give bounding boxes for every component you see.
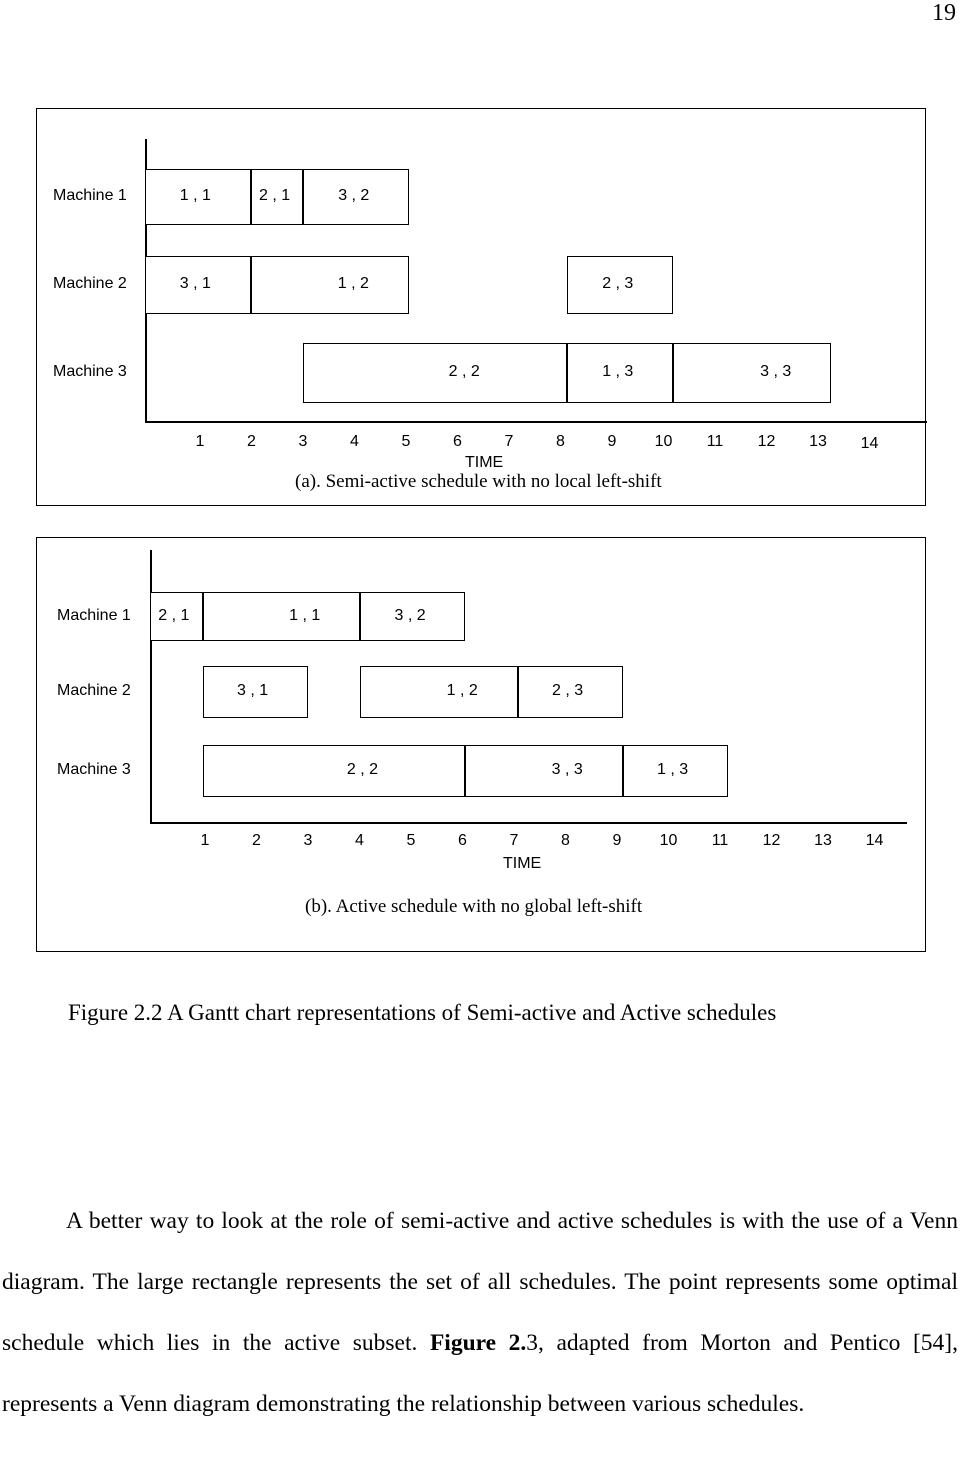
task-label: 2 , 3 xyxy=(602,275,634,292)
page-number: 19 xyxy=(932,0,956,26)
task-bar xyxy=(251,256,409,314)
x-tick-label: 3 xyxy=(298,433,308,450)
task-label: 2 , 2 xyxy=(448,363,480,380)
x-tick-label: 12 xyxy=(762,832,781,849)
x-tick-label: 12 xyxy=(757,433,776,450)
x-tick-label: 10 xyxy=(654,433,673,450)
task-bar xyxy=(203,745,466,797)
task-label: 3 , 1 xyxy=(179,275,211,292)
x-tick-label: 4 xyxy=(355,832,364,849)
x-tick-label: 1 xyxy=(200,832,210,849)
gantt-chart-a xyxy=(36,108,926,506)
body-text-post: 3, adapted from Morton and Pentico [54], represents a Venn diagram demonstrating the relationship between various schedules. xyxy=(2,1330,959,1417)
x-tick-label: 3 xyxy=(303,832,313,849)
x-tick-label: 5 xyxy=(401,433,411,450)
x-tick-label: 11 xyxy=(711,832,729,849)
x-tick-label: 1 xyxy=(195,433,205,450)
machine-label: Machine 3 xyxy=(53,363,127,380)
x-tick-label: 6 xyxy=(458,832,467,849)
x-tick-label: 4 xyxy=(350,433,359,450)
x-axis-label: TIME xyxy=(503,855,542,872)
x-tick-label: 14 xyxy=(865,832,884,849)
x-axis xyxy=(145,421,927,423)
x-tick-label: 2 xyxy=(252,832,261,849)
subfigure-caption: (a). Semi-active schedule with no local left-shift xyxy=(295,471,662,492)
task-bar xyxy=(465,745,623,797)
subfigure-caption: (b). Active schedule with no global left-shift xyxy=(305,896,643,917)
x-tick-label: 13 xyxy=(814,832,832,849)
task-label: 2 , 3 xyxy=(552,682,584,699)
x-tick-label: 14 xyxy=(860,435,879,452)
x-axis-label: TIME xyxy=(465,454,504,471)
task-bar xyxy=(360,666,518,718)
task-label: 3 , 3 xyxy=(760,363,792,380)
task-label: 2 , 1 xyxy=(158,606,190,624)
body-text xyxy=(2,1191,958,1435)
x-tick-label: 9 xyxy=(612,832,622,849)
task-label: 3 , 3 xyxy=(551,761,583,778)
x-tick-label: 7 xyxy=(504,433,514,450)
figure-caption: Figure 2.2 A Gantt chart representations of Semi-active and Active schedules xyxy=(68,1000,777,1025)
x-tick-label: 2 xyxy=(247,433,256,450)
task-bar xyxy=(303,343,567,403)
x-tick-label: 7 xyxy=(509,832,519,849)
x-tick-label: 10 xyxy=(659,832,678,849)
machine-label: Machine 2 xyxy=(57,682,131,699)
x-tick-label: 8 xyxy=(556,433,565,450)
machine-label: Machine 1 xyxy=(53,187,127,204)
x-tick-label: 5 xyxy=(406,832,416,849)
x-axis xyxy=(150,822,907,824)
task-bar xyxy=(673,343,831,403)
task-label: 1 , 1 xyxy=(179,187,211,204)
x-tick-label: 6 xyxy=(453,433,462,450)
machine-label: Machine 2 xyxy=(53,275,127,292)
task-label: 3 , 2 xyxy=(394,606,426,624)
machine-label: Machine 1 xyxy=(57,606,131,624)
gantt-chart-b xyxy=(36,537,926,952)
task-label: 1 , 1 xyxy=(289,606,321,624)
task-label: 3 , 1 xyxy=(237,682,269,699)
body-paragraph xyxy=(2,1191,958,1435)
y-axis xyxy=(150,550,152,822)
task-label: 1 , 2 xyxy=(446,682,478,699)
x-tick-label: 9 xyxy=(607,433,617,450)
body-text-pre: A better way to look at the role of semi-active and active schedules is with the use of a Venn diagram. The large rectangle represents the set of all schedules. The point represents some optimal schedule which lies in the active subset. xyxy=(2,1208,958,1356)
task-bar xyxy=(203,592,361,641)
task-label: 2 , 2 xyxy=(346,761,379,778)
figure-reference: Figure 2. xyxy=(429,1330,527,1356)
task-label: 1 , 3 xyxy=(657,761,689,778)
task-label: 1 , 3 xyxy=(602,363,634,380)
task-label: 3 , 2 xyxy=(338,187,370,204)
x-tick-label: 8 xyxy=(561,832,570,849)
x-tick-label: 13 xyxy=(809,433,827,450)
machine-label: Machine 3 xyxy=(57,761,131,778)
task-label: 2 , 1 xyxy=(259,187,291,204)
x-tick-label: 11 xyxy=(706,433,724,450)
task-label: 1 , 2 xyxy=(337,275,369,292)
